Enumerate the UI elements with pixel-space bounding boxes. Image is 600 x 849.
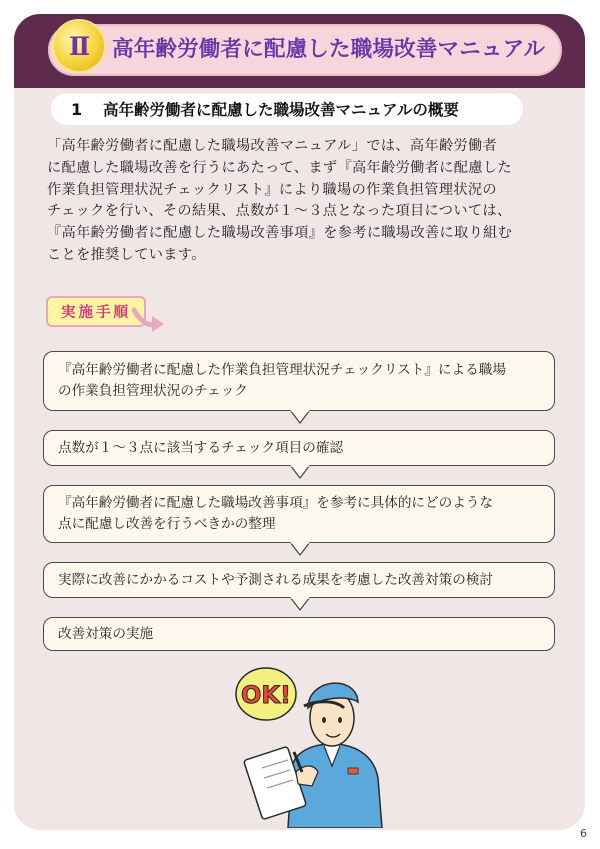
worker-with-clipboard-icon	[232, 656, 386, 828]
step-box-1	[43, 351, 555, 411]
step-arrow-icon	[289, 542, 311, 556]
chapter-number: Ⅱ	[68, 31, 90, 61]
step-line: 点数が１～３点に該当するチェック項目の確認	[58, 439, 344, 456]
step-box-2	[43, 430, 555, 466]
intro-paragraph	[47, 136, 559, 267]
step-line: 点に配慮し改善を行うべきかの整理	[58, 516, 276, 532]
section-number: 1	[71, 99, 83, 119]
section-heading	[51, 93, 523, 125]
intro-line: チェックを行い、その結果、点数が１～３点となった項目については、	[47, 203, 512, 220]
step-box-4	[43, 562, 555, 598]
step-arrow-icon	[289, 410, 311, 424]
curved-arrow-icon	[132, 306, 166, 334]
step-line: 改善対策の実施	[58, 625, 154, 642]
step-text	[58, 624, 544, 645]
step-line: 『高年齢労働者に配慮した職場改善事項』を参考に具体的にどのような	[58, 495, 493, 511]
step-box-5	[43, 617, 555, 651]
intro-line: に配慮した職場改善を行うにあたって、まず『高年齢労働者に配慮した	[47, 159, 512, 176]
page-number: 6	[580, 827, 587, 840]
chapter-title: 高年齢労働者に配慮した職場改善マニュアル	[112, 37, 546, 62]
step-line: 実際に改善にかかるコストや予測される成果を考慮した改善対策の検討	[58, 571, 493, 588]
procedure-label: 実施手順	[46, 296, 146, 327]
ok-sign-text: OK!	[241, 681, 291, 709]
intro-line: ことを推奨しています。	[47, 246, 206, 263]
intro-line: 「高年齢労働者に配慮した職場改善マニュアル」では、高年齢労働者	[47, 138, 498, 154]
step-text	[58, 493, 544, 535]
section-title: 高年齢労働者に配慮した職場改善マニュアルの概要	[103, 101, 459, 119]
step-arrow-icon	[289, 465, 311, 479]
step-text	[58, 360, 544, 402]
intro-line: 『高年齢労働者に配慮した職場改善事項』を参考に職場改善に取り組む	[47, 225, 513, 242]
step-line: の作業負担管理状況のチェック	[58, 383, 248, 399]
intro-line: 作業負担管理状況チェックリスト』により職場の作業負担管理状況の	[47, 181, 497, 198]
step-text	[58, 438, 544, 459]
step-arrow-icon	[289, 597, 311, 611]
chapter-number-badge	[54, 21, 104, 71]
step-line: 『高年齢労働者に配慮した作業負担管理状況チェックリスト』による職場	[58, 362, 506, 378]
ok-sign-icon	[236, 668, 296, 720]
step-box-3	[43, 485, 555, 543]
step-text	[58, 570, 544, 591]
